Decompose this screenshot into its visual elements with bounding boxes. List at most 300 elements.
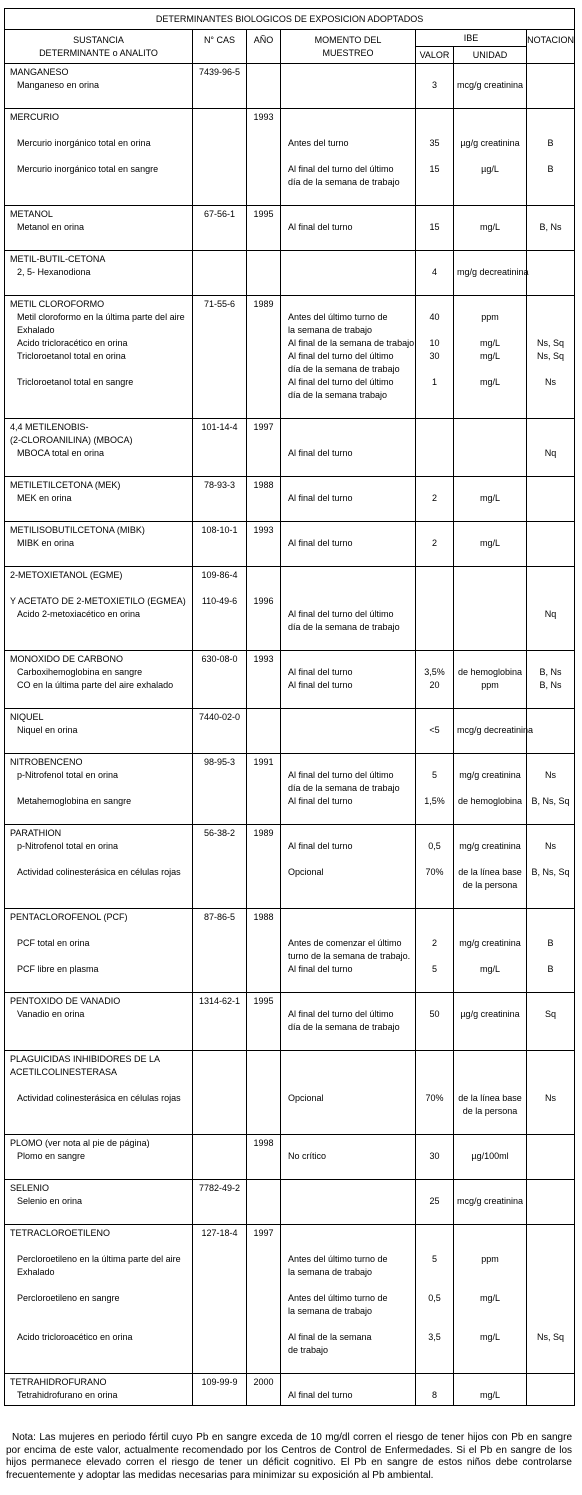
cell-cas — [193, 1180, 247, 1225]
unit-text — [457, 1344, 523, 1357]
unit-text — [457, 911, 523, 924]
value-text: 2 — [431, 493, 437, 503]
notation-text: B — [547, 164, 554, 174]
cell-unit — [454, 1374, 527, 1406]
substance-text: NITROBENCENO — [10, 757, 83, 767]
value-text — [419, 569, 450, 582]
year-text — [250, 1105, 277, 1118]
cell-substance — [5, 909, 193, 993]
value-text: 20 — [429, 680, 440, 690]
value-text: 5 — [431, 770, 437, 780]
notation-text — [530, 827, 571, 840]
substance-text — [8, 950, 189, 963]
cell-cas — [193, 1225, 247, 1374]
unit-text — [457, 1021, 523, 1034]
notation-text — [530, 1053, 571, 1066]
cell-moment — [281, 206, 416, 251]
year-text: 1993 — [253, 654, 274, 664]
year-text — [250, 840, 277, 853]
cell-year — [247, 567, 281, 651]
year-text: 1988 — [253, 480, 274, 490]
moment-text: Al final del turno del último — [288, 377, 394, 387]
cas-text: 56-38-2 — [203, 828, 236, 838]
cell-year — [247, 522, 281, 567]
moment-text: Antes de comenzar el último — [288, 938, 402, 948]
moment-text: Opcional — [288, 867, 324, 877]
value-text — [419, 1105, 450, 1118]
substance-text — [8, 363, 189, 376]
value-text — [419, 524, 450, 537]
year-text — [250, 376, 277, 389]
cell-moment — [281, 1051, 416, 1135]
notation-text — [530, 479, 571, 492]
header-moment: MOMENTO DEL MUESTREO — [281, 30, 416, 64]
moment-text: día de la semana de trabajo — [288, 364, 400, 374]
cas-text — [196, 1344, 243, 1357]
year-text — [250, 1195, 277, 1208]
value-text — [419, 1227, 450, 1240]
year-text: 1997 — [253, 1228, 274, 1238]
header-cas: N° CAS — [193, 30, 247, 64]
unit-text: mcg/g creatinina — [457, 80, 524, 90]
cell-value — [416, 993, 454, 1051]
notation-text — [530, 1344, 571, 1357]
substance-text: p-Nitrofenol total en orina — [17, 770, 119, 780]
cas-text: 1314-62-1 — [198, 996, 241, 1006]
notation-text — [530, 756, 571, 769]
year-text: 1996 — [253, 596, 274, 606]
unit-text — [457, 1182, 523, 1195]
notation-text — [530, 434, 571, 447]
year-text: 1995 — [253, 996, 274, 1006]
cell-year — [247, 64, 281, 109]
unit-text: mg/g decreatinina — [457, 267, 529, 277]
cell-cas — [193, 109, 247, 206]
moment-text: Al final del turno — [288, 796, 353, 806]
substance-text: Selenio en orina — [17, 1196, 83, 1206]
value-text — [419, 1066, 450, 1079]
moment-text — [284, 879, 412, 892]
cell-value — [416, 1135, 454, 1180]
substance-text: Carboxihemoglobina en sangre — [17, 667, 143, 677]
cas-text — [196, 324, 243, 337]
unit-text: mg/L — [479, 964, 500, 974]
value-text — [419, 389, 450, 402]
cas-text — [196, 163, 243, 176]
unit-text: mg/L — [479, 351, 500, 361]
cell-cas — [193, 825, 247, 909]
notation-text: B, Ns, Sq — [531, 796, 570, 806]
unit-text — [457, 756, 523, 769]
year-text — [250, 221, 277, 234]
year-text — [250, 337, 277, 350]
cas-text — [196, 608, 243, 621]
value-text: 4 — [431, 267, 437, 277]
moment-text — [284, 1195, 412, 1208]
cas-text — [196, 866, 243, 879]
unit-text — [457, 1066, 523, 1079]
cell-unit — [454, 651, 527, 709]
value-text: 1,5% — [424, 796, 445, 806]
notation-text — [530, 208, 571, 221]
cell-notation — [527, 909, 575, 993]
cell-unit — [454, 1135, 527, 1180]
substance-text: METANOL — [10, 209, 53, 219]
table-row — [5, 825, 575, 909]
table-row — [5, 567, 575, 651]
substance-text: MANGANESO — [10, 67, 69, 77]
cell-moment — [281, 567, 416, 651]
cell-year — [247, 206, 281, 251]
cell-moment — [281, 1180, 416, 1225]
table-row — [5, 1225, 575, 1374]
substance-text: CO en la última parte del aire exhalado — [17, 680, 174, 690]
header-notation: NOTACION — [527, 30, 575, 64]
unit-text: mg/L — [479, 493, 500, 503]
cell-substance — [5, 1051, 193, 1135]
cas-text: 109-86-4 — [201, 570, 238, 580]
moment-text: Al final del turno — [288, 964, 353, 974]
cell-year — [247, 419, 281, 477]
moment-text — [284, 434, 412, 447]
value-text: 1 — [431, 377, 437, 387]
unit-text: de la persona — [462, 880, 518, 890]
unit-text: ppm — [481, 680, 499, 690]
unit-text: mcg/g decreatinina — [457, 725, 534, 735]
unit-text — [457, 524, 523, 537]
cell-unit — [454, 419, 527, 477]
year-text — [250, 434, 277, 447]
unit-text: mg/g creatinina — [459, 841, 521, 851]
cell-year — [247, 1180, 281, 1225]
cell-unit — [454, 754, 527, 825]
year-text — [250, 724, 277, 737]
year-text — [250, 447, 277, 460]
value-text: 0,5 — [428, 1293, 441, 1303]
value-text — [419, 1182, 450, 1195]
cell-value — [416, 1180, 454, 1225]
substance-text: Acido tricloroacético en orina — [17, 1332, 133, 1342]
cell-value — [416, 825, 454, 909]
cell-moment — [281, 477, 416, 522]
cas-text: 87-86-5 — [203, 912, 236, 922]
moment-text: Al final del turno del último — [288, 164, 394, 174]
cas-text — [196, 1105, 243, 1118]
cas-text: 7782-49-2 — [198, 1183, 241, 1193]
year-text — [250, 1053, 277, 1066]
notation-text — [530, 421, 571, 434]
unit-text — [457, 1305, 523, 1318]
moment-text — [284, 1066, 412, 1079]
year-text — [250, 1253, 277, 1266]
cell-value — [416, 64, 454, 109]
footnote: Nota: Las mujeres en periodo fértil cuyo Pb en sangre exceda de 10 mg/dl corren el riesgo de tener hijos con Pb en sangre por encima de este valor, actualmente recomendado por los Centros de Control de Enfermedades. Si el Pb en sangre de los hijos permanece elevado corren el riesgo de tener un déficit cognitivo. El Pb en sangre de estos niños debe controlarse frecuentemente y adoptar las medidas necesarias para minimizar su exposición al Pb ambiental. — [6, 1432, 572, 1481]
unit-text — [457, 66, 523, 79]
cas-text — [196, 795, 243, 808]
table-row — [5, 1180, 575, 1225]
moment-text: Al final del turno — [288, 222, 353, 232]
substance-text: Percloroetileno en sangre — [17, 1293, 120, 1303]
cell-cas — [193, 64, 247, 109]
cas-text: 108-10-1 — [201, 525, 238, 535]
value-text — [419, 1305, 450, 1318]
notation-text: Nq — [544, 609, 557, 619]
notation-text: B, Ns, Sq — [531, 867, 570, 877]
cas-text — [196, 963, 243, 976]
cell-substance — [5, 1225, 193, 1374]
cell-moment — [281, 296, 416, 419]
unit-text: mcg/g creatinina — [457, 1196, 524, 1206]
substance-text: (2-CLOROANILINA) (MBOCA) — [10, 435, 133, 445]
unit-text — [457, 208, 523, 221]
moment-text — [284, 1182, 412, 1195]
moment-text: Antes del turno — [288, 138, 349, 148]
moment-text: Antes del último turno de — [288, 1254, 388, 1264]
notation-text — [530, 311, 571, 324]
cell-unit — [454, 825, 527, 909]
value-text: 40 — [429, 312, 440, 322]
table-row — [5, 64, 575, 109]
moment-text: Al final del turno — [288, 680, 353, 690]
year-text: 1995 — [253, 209, 274, 219]
substance-text: Actividad colinesterásica en células rojas — [17, 867, 181, 877]
cell-value — [416, 251, 454, 296]
cas-text: 7440-02-0 — [198, 712, 241, 722]
unit-text — [457, 595, 523, 608]
unit-text: de la línea base — [458, 867, 522, 877]
notation-text: B — [547, 964, 554, 974]
cell-value — [416, 522, 454, 567]
cell-value — [416, 709, 454, 754]
moment-text — [284, 653, 412, 666]
notation-text: B, Ns — [539, 222, 562, 232]
substance-text: Y ACETATO DE 2-METOXIETILO (EGMEA) — [10, 596, 186, 606]
cell-moment — [281, 522, 416, 567]
substance-text: Exhalado — [17, 325, 55, 335]
unit-text — [457, 1053, 523, 1066]
notation-text — [530, 1195, 571, 1208]
cas-text — [196, 350, 243, 363]
substance-text: Metahemoglobina en sangre — [17, 796, 132, 806]
cas-text — [196, 434, 243, 447]
year-text: 2000 — [253, 1377, 274, 1387]
cell-notation — [527, 825, 575, 909]
substance-text: PCF total en orina — [17, 938, 90, 948]
ibe-table — [4, 8, 575, 1406]
moment-text — [284, 827, 412, 840]
value-text — [419, 298, 450, 311]
substance-text: Metanol en orina — [17, 222, 85, 232]
unit-text: mg/L — [479, 338, 500, 348]
cas-text — [196, 492, 243, 505]
substance-text: PENTACLOROFENOL (PCF) — [10, 912, 128, 922]
year-text — [250, 1266, 277, 1279]
unit-text — [457, 1376, 523, 1389]
cell-cas — [193, 709, 247, 754]
unit-text — [457, 111, 523, 124]
moment-text: la semana de trabajo — [288, 1267, 373, 1277]
value-text: 30 — [429, 1151, 440, 1161]
notation-text — [530, 1266, 571, 1279]
moment-text — [284, 724, 412, 737]
cell-notation — [527, 522, 575, 567]
year-text — [250, 769, 277, 782]
moment-text — [284, 756, 412, 769]
cell-cas — [193, 651, 247, 709]
year-text — [250, 363, 277, 376]
cell-moment — [281, 651, 416, 709]
substance-text: MIBK en orina — [17, 538, 75, 548]
cas-text: 98-95-3 — [203, 757, 236, 767]
substance-text — [8, 782, 189, 795]
cell-substance — [5, 419, 193, 477]
value-text — [419, 911, 450, 924]
cell-year — [247, 993, 281, 1051]
cas-text — [196, 447, 243, 460]
cell-year — [247, 296, 281, 419]
unit-text — [457, 176, 523, 189]
substance-text: METILISOBUTILCETONA (MIBK) — [10, 525, 145, 535]
value-text — [419, 950, 450, 963]
moment-text: Al final del turno — [288, 448, 353, 458]
cas-text — [196, 363, 243, 376]
value-text — [419, 879, 450, 892]
substance-text: Acido 2-metoxiacético en orina — [17, 609, 141, 619]
year-text: 1997 — [253, 422, 274, 432]
cas-text — [196, 1008, 243, 1021]
moment-text: la semana de trabajo — [288, 1306, 373, 1316]
cas-text — [196, 311, 243, 324]
value-text: 8 — [431, 1390, 437, 1400]
cell-cas — [193, 206, 247, 251]
notation-text — [530, 111, 571, 124]
substance-text: 2-METOXIETANOL (EGME) — [10, 570, 123, 580]
moment-text: día de la semana de trabajo — [288, 783, 400, 793]
cell-substance — [5, 522, 193, 567]
header-substance: SUSTANCIA DETERMINANTE o ANALITO — [5, 30, 193, 64]
value-text — [419, 711, 450, 724]
substance-text: 2, 5- Hexanodiona — [17, 267, 91, 277]
year-text: 1993 — [253, 525, 274, 535]
cell-notation — [527, 1180, 575, 1225]
moment-text — [284, 1227, 412, 1240]
cas-text — [196, 621, 243, 634]
cell-notation — [527, 109, 575, 206]
year-text — [250, 679, 277, 692]
notation-text — [530, 1066, 571, 1079]
moment-text: Al final del turno del último — [288, 1009, 394, 1019]
cas-text — [196, 337, 243, 350]
cell-moment — [281, 1225, 416, 1374]
year-text — [250, 163, 277, 176]
year-text — [250, 1021, 277, 1034]
unit-text — [457, 1227, 523, 1240]
cas-text — [196, 111, 243, 124]
moment-text: Opcional — [288, 1093, 324, 1103]
unit-text: µg/100ml — [471, 1151, 509, 1161]
cas-text — [196, 1137, 243, 1150]
unit-text: ppm — [481, 1254, 499, 1264]
cell-substance — [5, 206, 193, 251]
cell-notation — [527, 296, 575, 419]
cell-year — [247, 1051, 281, 1135]
cell-year — [247, 909, 281, 993]
cell-substance — [5, 64, 193, 109]
cell-substance — [5, 709, 193, 754]
value-text — [419, 176, 450, 189]
value-text — [419, 756, 450, 769]
moment-text: Al final del turno — [288, 493, 353, 503]
cell-notation — [527, 754, 575, 825]
cas-text — [196, 950, 243, 963]
cas-text — [196, 879, 243, 892]
document — [4, 8, 574, 1406]
moment-text: día de la semana de trabajo — [288, 622, 400, 632]
notation-text — [530, 724, 571, 737]
cell-year — [247, 1374, 281, 1406]
value-text — [419, 208, 450, 221]
year-text — [250, 311, 277, 324]
cell-value — [416, 651, 454, 709]
table-row — [5, 251, 575, 296]
table-row — [5, 296, 575, 419]
moment-text: Al final de la semana — [288, 1332, 372, 1342]
notation-text — [530, 1389, 571, 1402]
unit-text — [457, 950, 523, 963]
cell-cas — [193, 754, 247, 825]
unit-text: mg/g creatinina — [459, 938, 521, 948]
substance-text: Tricloroetanol total en sangre — [17, 377, 134, 387]
cell-cas — [193, 909, 247, 993]
notation-text — [530, 176, 571, 189]
cell-value — [416, 1225, 454, 1374]
cell-substance — [5, 296, 193, 419]
moment-text — [284, 911, 412, 924]
year-text: 1989 — [253, 299, 274, 309]
moment-text — [284, 569, 412, 582]
value-text: 3,5% — [424, 667, 445, 677]
unit-text: de la línea base — [458, 1093, 522, 1103]
moment-text: Al final del turno — [288, 667, 353, 677]
substance-text: PLOMO (ver nota al pie de página) — [10, 1138, 150, 1148]
cas-text: 67-56-1 — [203, 209, 236, 219]
unit-text: µg/L — [481, 164, 499, 174]
cas-text: 630-08-0 — [201, 654, 238, 664]
year-text — [250, 137, 277, 150]
cell-notation — [527, 419, 575, 477]
notation-text — [530, 595, 571, 608]
moment-text: turno de la semana de trabajo. — [288, 951, 411, 961]
cell-moment — [281, 993, 416, 1051]
year-text — [250, 389, 277, 402]
value-text — [419, 621, 450, 634]
notation-text — [530, 1021, 571, 1034]
value-text — [419, 447, 450, 460]
unit-text: de hemoglobina — [457, 667, 523, 677]
substance-text — [8, 1105, 189, 1118]
notation-text — [530, 1292, 571, 1305]
cell-unit — [454, 109, 527, 206]
table-row — [5, 419, 575, 477]
substance-text: MONOXIDO DE CARBONO — [10, 654, 124, 664]
cas-text — [196, 1066, 243, 1079]
cas-text — [196, 1150, 243, 1163]
notation-text — [530, 911, 571, 924]
cas-text: 110-49-6 — [201, 596, 238, 606]
header-ibe: IBE — [416, 30, 527, 47]
substance-text: p-Nitrofenol total en orina — [17, 841, 119, 851]
cas-text — [196, 679, 243, 692]
